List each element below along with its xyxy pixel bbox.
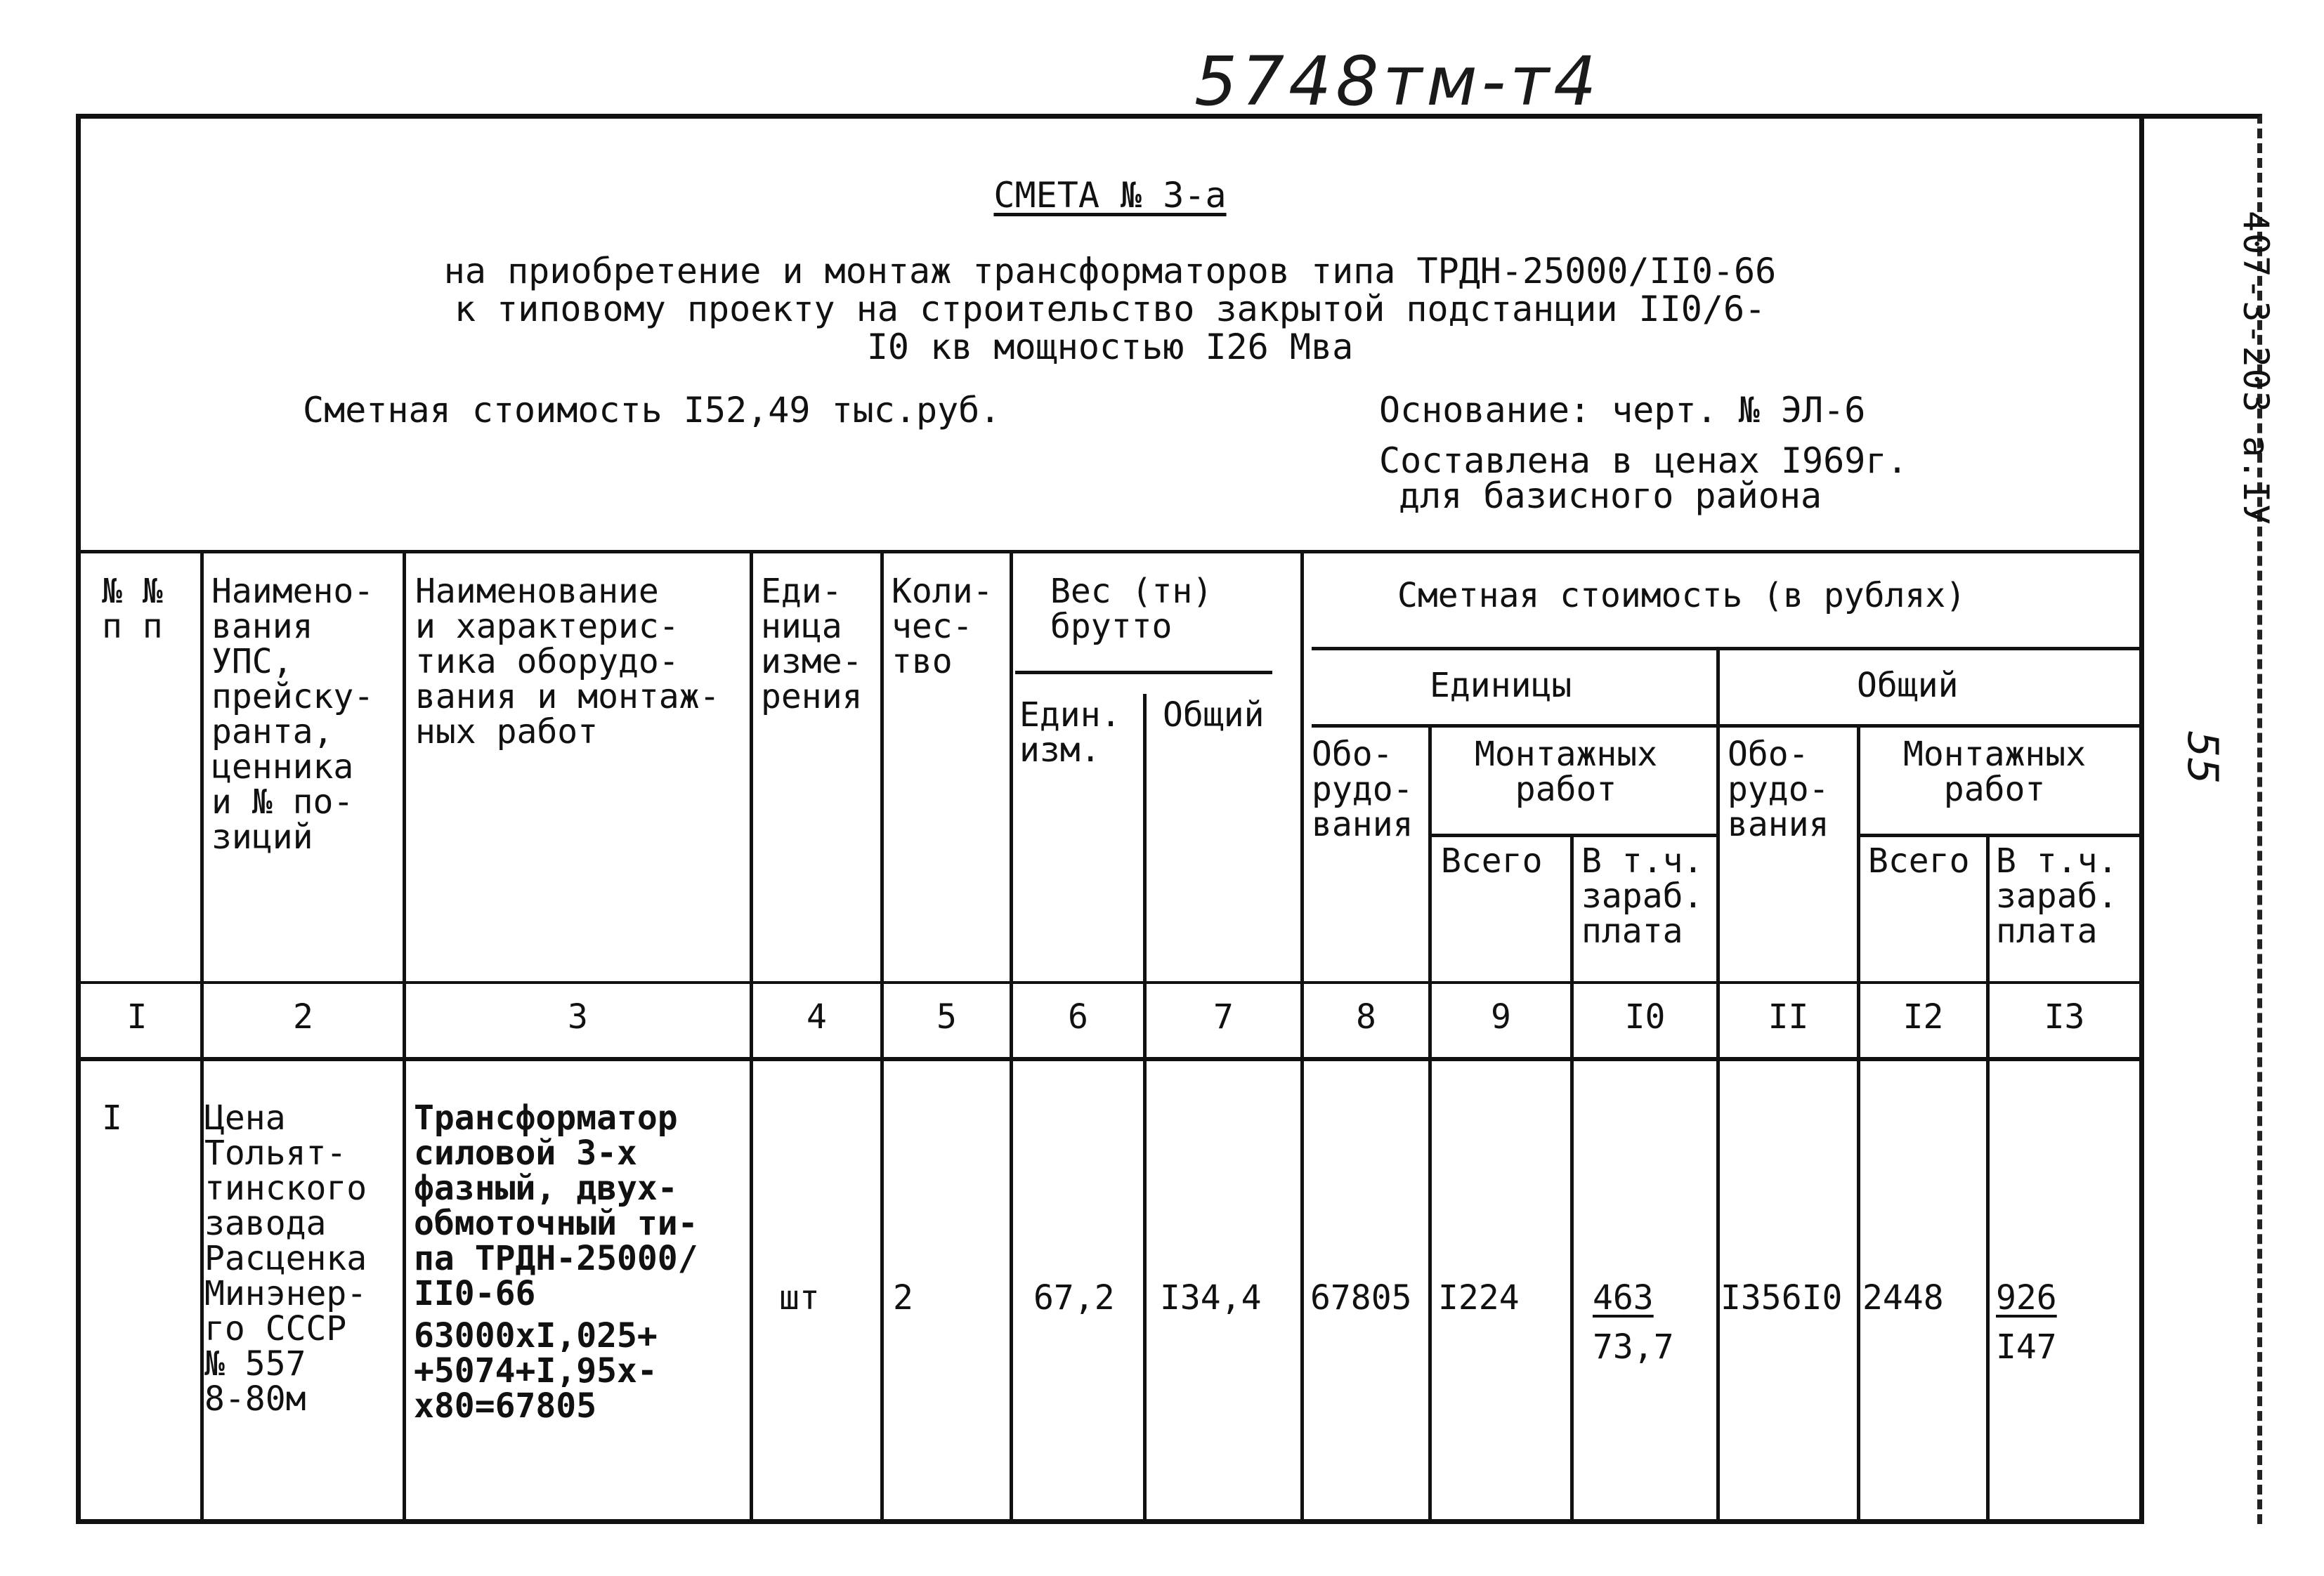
row-unit-mounting-cost: I224 <box>1438 1278 1520 1318</box>
row-total-mounting-cost: 2448 <box>1862 1278 1944 1318</box>
col-number-5: 5 <box>936 997 957 1037</box>
col-number-9: 9 <box>1491 997 1511 1037</box>
row-unit-salary-top: 463 <box>1593 1278 1654 1318</box>
basis-reference: Основание: черт. № ЭЛ-6 <box>1379 390 1866 431</box>
row-item-description: Трансформатор силовой 3-х фазный, двух- обмоточный ти- па ТРДН-25000/ II0-66 <box>414 1098 698 1313</box>
estimate-subtitle <box>81 252 2139 366</box>
estimate-table <box>81 550 2139 1519</box>
header-unit-mounting: Монтажных работ <box>1475 735 1658 809</box>
header-quantity: Коли- чес- тво <box>892 572 993 681</box>
row-weight-per-unit: 67,2 <box>1033 1278 1115 1318</box>
col-number-13: I3 <box>2044 997 2085 1037</box>
subtitle-line-2: к типовому проекту на строительство закрытой подстанции II0/6- <box>454 289 1766 329</box>
page-number: 55 <box>2178 730 2227 784</box>
header-unit-mounting-all: Всего <box>1441 841 1543 881</box>
row-item-calculation: 63000хI,025+ +5074+I,95х- х80=67805 <box>414 1316 658 1426</box>
prices-year: Составлена в ценах I969г. <box>1379 440 1908 481</box>
row-total-equipment-cost: I356I0 <box>1721 1278 1843 1318</box>
header-total-mounting: Монтажных работ <box>1903 735 2087 809</box>
prices-region: для базисного района <box>1399 475 1822 516</box>
row-number: I <box>102 1098 122 1138</box>
header-weight-per-unit: Един. изм. <box>1019 695 1121 770</box>
row-quantity: 2 <box>893 1278 913 1318</box>
col-number-12: I2 <box>1902 997 1944 1037</box>
header-item-description: Наименование и характерис- тика оборудо- вания и монтаж- ных работ <box>415 572 720 751</box>
col-number-10: I0 <box>1624 997 1666 1037</box>
header-total-salary: В т.ч. зараб. плата <box>1996 841 2118 951</box>
col-number-11: II <box>1768 997 1809 1037</box>
row-unit-equipment-cost: 67805 <box>1310 1278 1412 1318</box>
estimated-cost: Сметная стоимость I52,49 тыс.руб. <box>303 390 1001 431</box>
header-weight-total: Общий <box>1163 695 1265 735</box>
header-unit-cost-group: Единицы <box>1430 666 1572 705</box>
col-number-6: 6 <box>1068 997 1088 1037</box>
estimate-title: СМЕТА № 3-а <box>993 175 1227 216</box>
header-total-mounting-all: Всего <box>1868 841 1970 881</box>
subtitle-line-1: на приобретение и монтаж трансформаторов типа ТРДН-25000/II0-66 <box>443 251 1777 291</box>
row-total-salary-bottom: I47 <box>1996 1327 2057 1367</box>
row-unit-salary-bottom: 73,7 <box>1593 1327 1674 1367</box>
side-project-code: 407-3-203 а.IУ <box>2235 211 2276 527</box>
handwritten-document-code: 5748тм-т4 <box>1194 42 1601 121</box>
row-weight-total: I34,4 <box>1160 1278 1262 1318</box>
header-unit-of-measure: Еди- ница изме- рения <box>761 572 863 716</box>
col-number-7: 7 <box>1213 997 1234 1037</box>
col-number-8: 8 <box>1356 997 1376 1037</box>
header-total-equipment: Обо- рудо- вания <box>1728 735 1829 844</box>
header-gross-weight: Вес (тн) брутто <box>1050 572 1213 646</box>
header-row-number: № № п п <box>102 572 163 646</box>
header-estimated-cost: Сметная стоимость (в рублях) <box>1397 576 1966 615</box>
col-number-3: 3 <box>568 997 588 1037</box>
header-total-cost-group: Общий <box>1857 666 1959 705</box>
row-total-salary-top: 926 <box>1996 1278 2057 1318</box>
row-source-reference: Цена Тольят- тинского завода Расценка Минэнер- го СССР № 557 8-80м <box>204 1098 367 1419</box>
header-unit-salary: В т.ч. зараб. плата <box>1581 841 1704 951</box>
col-number-2: 2 <box>293 997 313 1037</box>
col-number-1: I <box>126 997 148 1037</box>
row-unit: шт <box>779 1278 820 1318</box>
header-unit-equipment: Обо- рудо- вания <box>1312 735 1414 844</box>
estimate-sheet <box>76 114 2144 1524</box>
header-source-reference: Наимено- вания УПС, прейску- ранта, ценника и № по- зиций <box>211 572 374 857</box>
col-number-4: 4 <box>807 997 827 1037</box>
subtitle-line-3: I0 кв мощностью I26 Мва <box>866 327 1354 367</box>
